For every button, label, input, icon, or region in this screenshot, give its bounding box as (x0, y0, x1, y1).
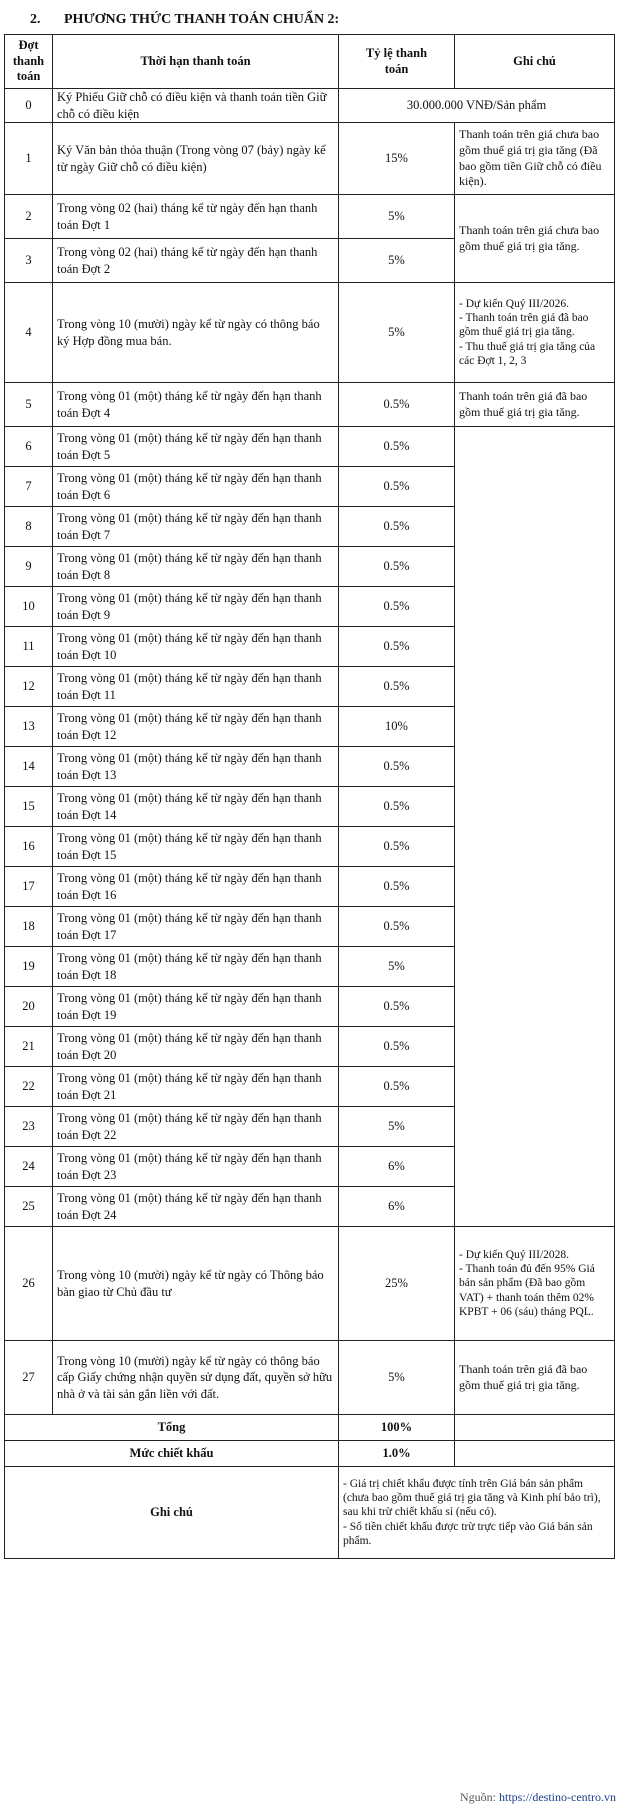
total-label: Tổng (5, 1415, 339, 1441)
section-number: 2. (30, 12, 41, 27)
payment-rate: 25% (339, 1227, 455, 1341)
payment-term: Trong vòng 01 (một) tháng kể từ ngày đến hạn thanh toán Đợt 5 (53, 427, 339, 467)
payment-term: Ký Phiếu Giữ chỗ có điều kiện và thanh toán tiền Giữ chỗ có điều kiện (53, 89, 339, 123)
payment-term: Trong vòng 01 (một) tháng kể từ ngày đến hạn thanh toán Đợt 12 (53, 707, 339, 747)
footer-notes-label: Ghi chú (5, 1467, 339, 1559)
installment-number: 22 (5, 1067, 53, 1107)
installment-number: 8 (5, 507, 53, 547)
table-row (5, 427, 615, 467)
discount-value: 1.0% (339, 1441, 455, 1467)
payment-term: Trong vòng 01 (một) tháng kể từ ngày đến hạn thanh toán Đợt 15 (53, 827, 339, 867)
table-row (5, 283, 615, 383)
payment-rate: 0.5% (339, 383, 455, 427)
payment-rate: 0.5% (339, 827, 455, 867)
installment-number: 16 (5, 827, 53, 867)
installment-number: 1 (5, 123, 53, 195)
source-credit (460, 1790, 616, 1804)
payment-rate: 30.000.000 VNĐ/Sản phẩm (339, 89, 615, 123)
payment-term: Trong vòng 02 (hai) tháng kể từ ngày đến hạn thanh toán Đợt 2 (53, 239, 339, 283)
installment-number: 21 (5, 1027, 53, 1067)
table-row (5, 1227, 615, 1341)
footer-note-line: - Giá trị chiết khấu được tính trên Giá bán sản phẩm (chưa bao gồm thuế giá trị gia tăng và Kinh phí bảo trì), sau khi trừ chiết khấu sỉ (nếu có). (343, 1477, 601, 1519)
payment-term: Trong vòng 01 (một) tháng kể từ ngày đến hạn thanh toán Đợt 16 (53, 867, 339, 907)
footer-notes-text (339, 1467, 615, 1559)
payment-rate: 0.5% (339, 1027, 455, 1067)
payment-term: Trong vòng 01 (một) tháng kể từ ngày đến hạn thanh toán Đợt 19 (53, 987, 339, 1027)
table-row (5, 123, 615, 195)
table-row (5, 383, 615, 427)
discount-note-empty (455, 1441, 615, 1467)
payment-rate: 0.5% (339, 987, 455, 1027)
header-rate: Tỷ lệ thanh toán (339, 35, 455, 89)
payment-term: Trong vòng 01 (một) tháng kể từ ngày đến hạn thanh toán Đợt 11 (53, 667, 339, 707)
payment-rate: 0.5% (339, 907, 455, 947)
payment-rate: 0.5% (339, 667, 455, 707)
payment-term: Ký Văn bản thỏa thuận (Trong vòng 07 (bảy) ngày kể từ ngày Giữ chỗ có điều kiện) (53, 123, 339, 195)
table-row (5, 195, 615, 239)
payment-rate: 5% (339, 195, 455, 239)
payment-rate: 0.5% (339, 547, 455, 587)
payment-term: Trong vòng 01 (một) tháng kể từ ngày đến hạn thanh toán Đợt 9 (53, 587, 339, 627)
installment-number: 10 (5, 587, 53, 627)
installment-number: 27 (5, 1341, 53, 1415)
footer-note-line: - Số tiền chiết khấu được trừ trực tiếp vào Giá bán sản phẩm. (343, 1520, 593, 1548)
installment-number: 17 (5, 867, 53, 907)
total-value: 100% (339, 1415, 455, 1441)
installment-number: 7 (5, 467, 53, 507)
payment-rate: 0.5% (339, 507, 455, 547)
section-title: PHƯƠNG THỨC THANH TOÁN CHUẨN 2: (64, 12, 340, 27)
header-term: Thời hạn thanh toán (53, 35, 339, 89)
footer-notes-row (5, 1467, 615, 1559)
note-cell: Thanh toán trên giá chưa bao gồm thuế giá trị gia tăng. (455, 195, 615, 283)
note-line: - Dự kiến Quý III/2026. (459, 297, 570, 310)
note-cell-empty (455, 427, 615, 1227)
installment-number: 26 (5, 1227, 53, 1341)
source-label: Nguồn: (460, 1790, 497, 1804)
payment-schedule-body (5, 35, 615, 1559)
payment-rate: 6% (339, 1187, 455, 1227)
payment-term: Trong vòng 01 (một) tháng kể từ ngày đến hạn thanh toán Đợt 17 (53, 907, 339, 947)
payment-rate: 0.5% (339, 747, 455, 787)
note-cell: Thanh toán trên giá đã bao gồm thuế giá trị gia tăng. (455, 383, 615, 427)
payment-rate: 0.5% (339, 787, 455, 827)
installment-number: 24 (5, 1147, 53, 1187)
note-line: - Thanh toán trên giá đã bao gồm thuế giá trị gia tăng. (459, 311, 589, 339)
total-note-empty (455, 1415, 615, 1441)
payment-rate: 0.5% (339, 467, 455, 507)
payment-rate: 0.5% (339, 427, 455, 467)
installment-number: 11 (5, 627, 53, 667)
installment-number: 20 (5, 987, 53, 1027)
note-cell (455, 283, 615, 383)
installment-number: 23 (5, 1107, 53, 1147)
discount-row (5, 1441, 615, 1467)
installment-number: 9 (5, 547, 53, 587)
header-row (5, 35, 615, 89)
payment-rate: 0.5% (339, 627, 455, 667)
payment-rate: 5% (339, 239, 455, 283)
payment-term: Trong vòng 10 (mười) ngày kể từ ngày có thông báo ký Hợp đồng mua bán. (53, 283, 339, 383)
installment-number: 18 (5, 907, 53, 947)
installment-number: 19 (5, 947, 53, 987)
payment-rate: 6% (339, 1147, 455, 1187)
installment-number: 3 (5, 239, 53, 283)
payment-term: Trong vòng 01 (một) tháng kể từ ngày đến hạn thanh toán Đợt 4 (53, 383, 339, 427)
payment-term: Trong vòng 01 (một) tháng kể từ ngày đến hạn thanh toán Đợt 14 (53, 787, 339, 827)
installment-number: 4 (5, 283, 53, 383)
installment-number: 13 (5, 707, 53, 747)
installment-number: 12 (5, 667, 53, 707)
payment-term: Trong vòng 01 (một) tháng kể từ ngày đến hạn thanh toán Đợt 23 (53, 1147, 339, 1187)
installment-number: 2 (5, 195, 53, 239)
payment-rate: 0.5% (339, 1067, 455, 1107)
installment-number: 15 (5, 787, 53, 827)
note-cell (455, 1227, 615, 1341)
installment-number: 25 (5, 1187, 53, 1227)
payment-term: Trong vòng 01 (một) tháng kể từ ngày đến hạn thanh toán Đợt 24 (53, 1187, 339, 1227)
payment-term: Trong vòng 01 (một) tháng kể từ ngày đến hạn thanh toán Đợt 7 (53, 507, 339, 547)
payment-rate: 5% (339, 947, 455, 987)
payment-term: Trong vòng 01 (một) tháng kể từ ngày đến hạn thanh toán Đợt 6 (53, 467, 339, 507)
payment-rate: 5% (339, 1341, 455, 1415)
note-cell: Thanh toán trên giá chưa bao gồm thuế giá trị gia tăng (Đã bao gồm tiền Giữ chỗ có điều kiện). (455, 123, 615, 195)
note-line: - Thu thuế giá trị gia tăng của các Đợt 1, 2, 3 (459, 340, 596, 368)
note-line: - Thanh toán đủ đến 95% Giá bán sản phẩm (Đã bao gồm VAT) + thanh toán thêm 02% KPBT + 06 (sáu) tháng PQL. (459, 1262, 595, 1319)
payment-rate: 0.5% (339, 867, 455, 907)
total-row (5, 1415, 615, 1441)
table-row (5, 89, 615, 123)
installment-number: 6 (5, 427, 53, 467)
payment-term: Trong vòng 01 (một) tháng kể từ ngày đến hạn thanh toán Đợt 18 (53, 947, 339, 987)
payment-term: Trong vòng 02 (hai) tháng kể từ ngày đến hạn thanh toán Đợt 1 (53, 195, 339, 239)
payment-rate: 5% (339, 1107, 455, 1147)
payment-term: Trong vòng 01 (một) tháng kể từ ngày đến hạn thanh toán Đợt 22 (53, 1107, 339, 1147)
payment-term: Trong vòng 10 (mười) ngày kể từ ngày có thông báo cấp Giấy chứng nhận quyền sử dụng đất, quyền sở hữu nhà ở và tài sản gắn liền với đất. (53, 1341, 339, 1415)
payment-rate: 10% (339, 707, 455, 747)
payment-term: Trong vòng 01 (một) tháng kể từ ngày đến hạn thanh toán Đợt 20 (53, 1027, 339, 1067)
source-url[interactable]: https://destino-centro.vn (499, 1790, 616, 1804)
payment-term: Trong vòng 01 (một) tháng kể từ ngày đến hạn thanh toán Đợt 21 (53, 1067, 339, 1107)
payment-rate: 15% (339, 123, 455, 195)
note-line: - Dự kiến Quý III/2028. (459, 1248, 570, 1261)
payment-rate: 0.5% (339, 587, 455, 627)
payment-term: Trong vòng 10 (mười) ngày kể từ ngày có Thông báo bàn giao từ Chủ đầu tư (53, 1227, 339, 1341)
table-row (5, 1341, 615, 1415)
installment-number: 5 (5, 383, 53, 427)
section-heading (4, 6, 614, 34)
payment-term: Trong vòng 01 (một) tháng kể từ ngày đến hạn thanh toán Đợt 13 (53, 747, 339, 787)
header-installment: Đợt thanh toán (5, 35, 53, 89)
payment-rate: 5% (339, 283, 455, 383)
discount-label: Mức chiết khấu (5, 1441, 339, 1467)
payment-term: Trong vòng 01 (một) tháng kể từ ngày đến hạn thanh toán Đợt 8 (53, 547, 339, 587)
header-note: Ghi chú (455, 35, 615, 89)
payment-term: Trong vòng 01 (một) tháng kể từ ngày đến hạn thanh toán Đợt 10 (53, 627, 339, 667)
payment-schedule-table (4, 34, 615, 1559)
note-cell: Thanh toán trên giá đã bao gồm thuế giá trị gia tăng. (455, 1341, 615, 1415)
installment-number: 0 (5, 89, 53, 123)
installment-number: 14 (5, 747, 53, 787)
